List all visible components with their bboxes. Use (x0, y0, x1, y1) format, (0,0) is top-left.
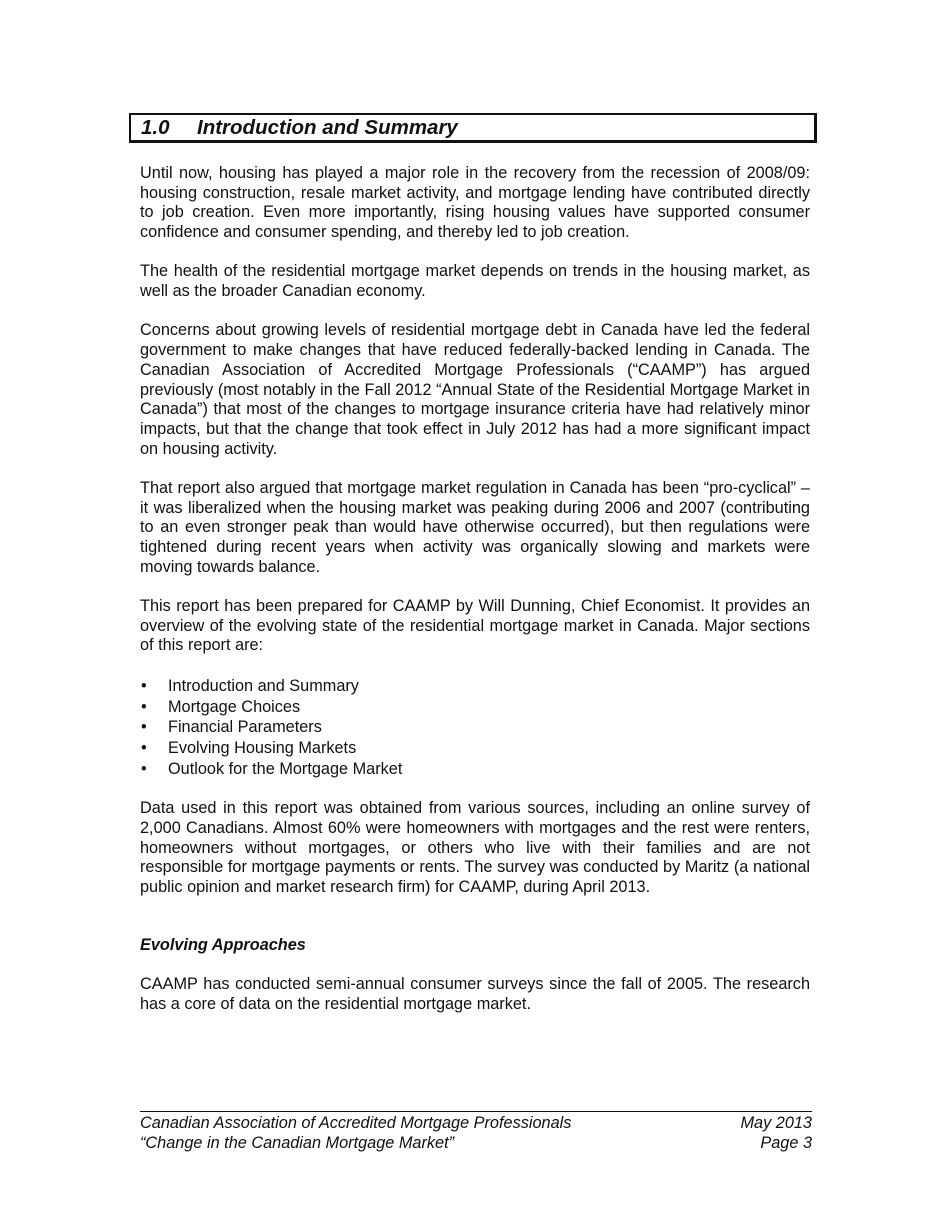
list-item: • Evolving Housing Markets (141, 739, 357, 758)
bullet-icon: • (141, 676, 147, 695)
paragraph-concerns: Concerns about growing levels of residential mortgage debt in Canada have led the federal government to make changes that have reduced federally-backed lending in Canada. The Canadian Association of Accredited Mortgage Professionals (“CAAMP”) has argued previously (most notably in the Fall 2012 “Annual State of the Residential Mortgage Market in Canada”) that most of the changes to mortgage insurance criteria have had relatively minor impacts, but that the change that took effect in July 2012 has had a more significant impact on housing activity. (140, 321, 810, 458)
page-footer (140, 1111, 812, 1154)
footer-date: May 2013 (740, 1114, 812, 1132)
list-item: • Outlook for the Mortgage Market (141, 759, 403, 778)
paragraph-approaches: CAAMP has conducted semi-annual consumer surveys since the fall of 2005. The research has a core of data on the residential mortgage market. (140, 975, 810, 1013)
section-title: Introduction and Summary (197, 116, 458, 139)
paragraph-pro-cyclical: That report also argued that mortgage market regulation in Canada has been “pro-cyclical” – it was liberalized when the housing market was peaking during 2006 and 2007 (contributing to an even stronger peak than would have otherwise occurred), but then regulations were tightened during recent years when activity was organically slowing and markets were moving towards balance. (140, 478, 810, 576)
bullet-icon: • (141, 759, 147, 778)
footer-report-title: “Change in the Canadian Mortgage Market” (140, 1133, 455, 1152)
section-number: 1.0 (141, 116, 170, 139)
bullet-icon: • (141, 739, 147, 758)
footer-row-2 (140, 1134, 812, 1154)
footer-row-1 (140, 1114, 812, 1134)
paragraph-recovery: Until now, housing has played a major role in the recovery from the recession of 2008/09: housing construction, resale market activity, and mortgage lending have contributed directly to job creation. Even more importantly, rising housing values have supported consumer confidence and consumer spending, and thereby led to job creation. (140, 164, 810, 242)
sections-list (140, 676, 810, 780)
paragraph-report-overview: This report has been prepared for CAAMP by Will Dunning, Chief Economist. It provides an overview of the evolving state of the residential mortgage market in Canada. Major sections of this report are: (140, 597, 810, 655)
list-item: • Financial Parameters (141, 718, 322, 737)
body-content (140, 164, 810, 1034)
list-item: • Mortgage Choices (141, 697, 301, 716)
footer-page-number: Page 3 (760, 1133, 812, 1152)
paragraph-market-health: The health of the residential mortgage market depends on trends in the housing market, as well as the broader Canadian economy. (140, 262, 810, 301)
list-item: • Introduction and Summary (141, 676, 359, 695)
section-heading (129, 113, 817, 143)
footer-organization: Canadian Association of Accredited Mortgage Professionals (140, 1114, 572, 1132)
subheading-evolving-approaches: Evolving Approaches (140, 935, 306, 954)
bullet-icon: • (141, 718, 147, 737)
bullet-icon: • (141, 697, 147, 716)
paragraph-survey-data: Data used in this report was obtained from various sources, including an online survey of 2,000 Canadians. Almost 60% were homeowners with mortgages and the rest were renters, homeowners without mortgages, or others who live with their families and are not responsible for mortgage payments or rents. The survey was conducted by Maritz (a national public opinion and market research firm) for CAAMP, during April 2013. (140, 799, 810, 897)
